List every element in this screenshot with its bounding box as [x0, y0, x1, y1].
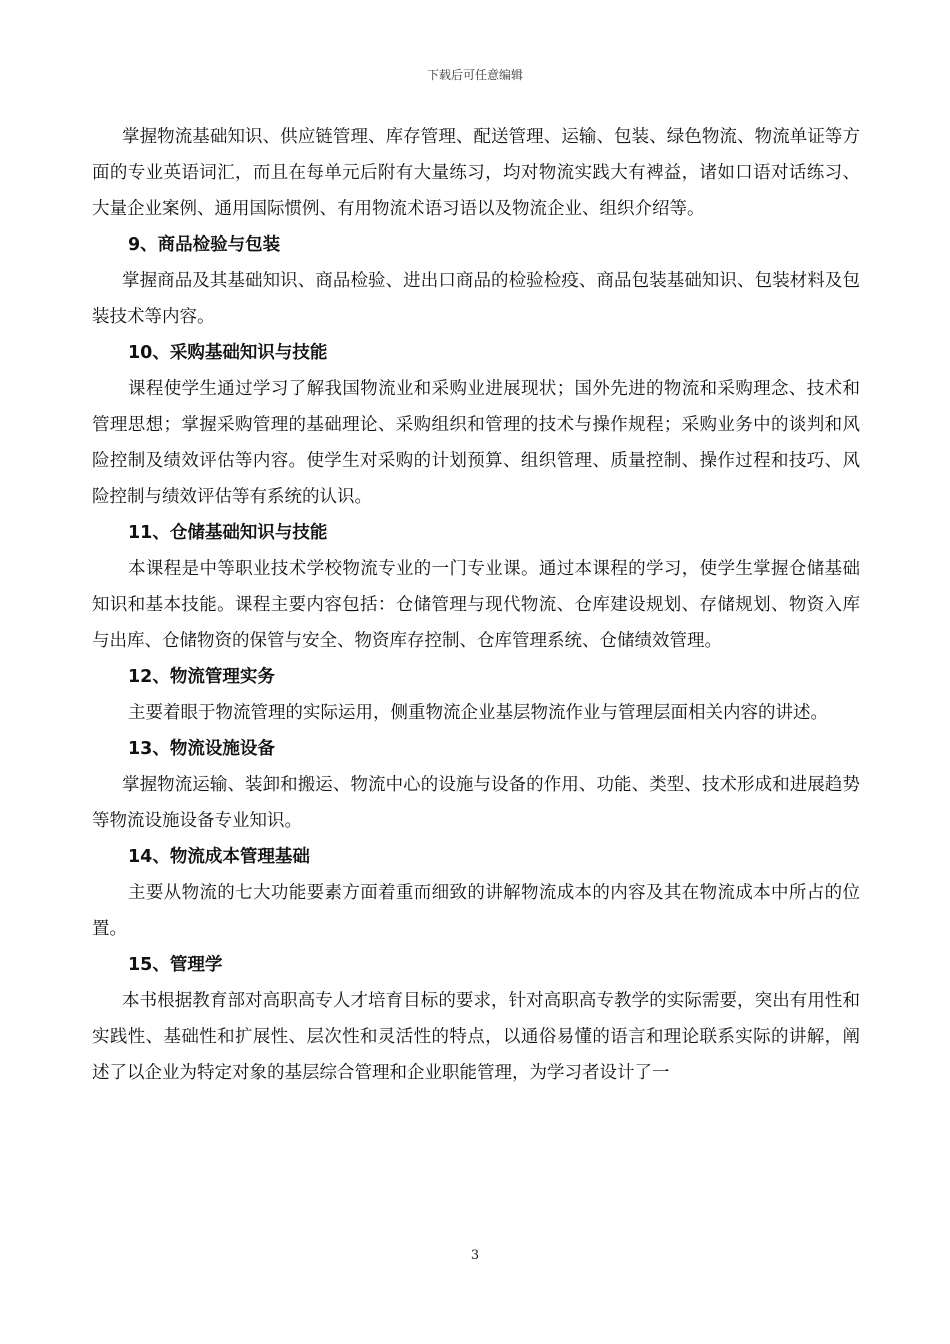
section-body-11: 本课程是中等职业技术学校物流专业的一门专业课。通过本课程的学习，使学生掌握仓储基础知识和基本技能。课程主要内容包括：仓储管理与现代物流、仓库建设规划、存储规划、物资入库与出库、仓储物资的保管与安全、物资库存控制、仓库管理系统、仓储绩效管理。 [92, 559, 860, 651]
section-heading-11: 11、仓储基础知识与技能 [128, 523, 328, 543]
section-body-9: 掌握商品及其基础知识、商品检验、进出口商品的检验检疫、商品包装基础知识、包装材料及包装技术等内容。 [92, 271, 860, 327]
document-body [92, 119, 860, 1091]
section-heading-14: 14、物流成本管理基础 [128, 847, 310, 867]
section-heading-9: 9、商品检验与包装 [128, 235, 281, 255]
section-body-14: 主要从物流的七大功能要素方面着重而细致的讲解物流成本的内容及其在物流成本中所占的位置。 [92, 883, 860, 939]
page-header: 下载后可任意编辑 [426, 68, 523, 82]
section-body-10: 课程使学生通过学习了解我国物流业和采购业进展现状；国外先进的物流和采购理念、技术和管理思想；掌握采购管理的基础理论、采购组织和管理的技术与操作规程；采购业务中的谈判和风险控制及绩效评估等内容。使学生对采购的计划预算、组织管理、质量控制、操作过程和技巧、风险控制与绩效评估等有系统的认识。 [92, 379, 860, 507]
section-body-12: 主要着眼于物流管理的实际运用，侧重物流企业基层物流作业与管理层面相关内容的讲述。 [128, 703, 828, 723]
section-heading-10: 10、采购基础知识与技能 [128, 343, 328, 363]
section-heading-15: 15、管理学 [128, 955, 223, 975]
paragraph-intro: 掌握物流基础知识、供应链管理、库存管理、配送管理、运输、包装、绿色物流、物流单证等方面的专业英语词汇，而且在每单元后附有大量练习，均对物流实践大有裨益，诸如口语对话练习、大量企业案例、通用国际惯例、有用物流术语习语以及物流企业、组织介绍等。 [92, 127, 860, 219]
section-body-15: 本书根据教育部对高职高专人才培育目标的要求，针对高职高专教学的实际需要，突出有用性和实践性、基础性和扩展性、层次性和灵活性的特点，以通俗易懂的语言和理论联系实际的讲解，阐述了以企业为特定对象的基层综合管理和企业职能管理，为学习者设计了一 [92, 991, 860, 1083]
section-heading-12: 12、物流管理实务 [128, 667, 275, 687]
section-body-13: 掌握物流运输、装卸和搬运、物流中心的设施与设备的作用、功能、类型、技术形成和进展趋势等物流设施设备专业知识。 [92, 775, 860, 831]
section-heading-13: 13、物流设施设备 [128, 739, 275, 759]
page-number: 3 [470, 1248, 480, 1263]
